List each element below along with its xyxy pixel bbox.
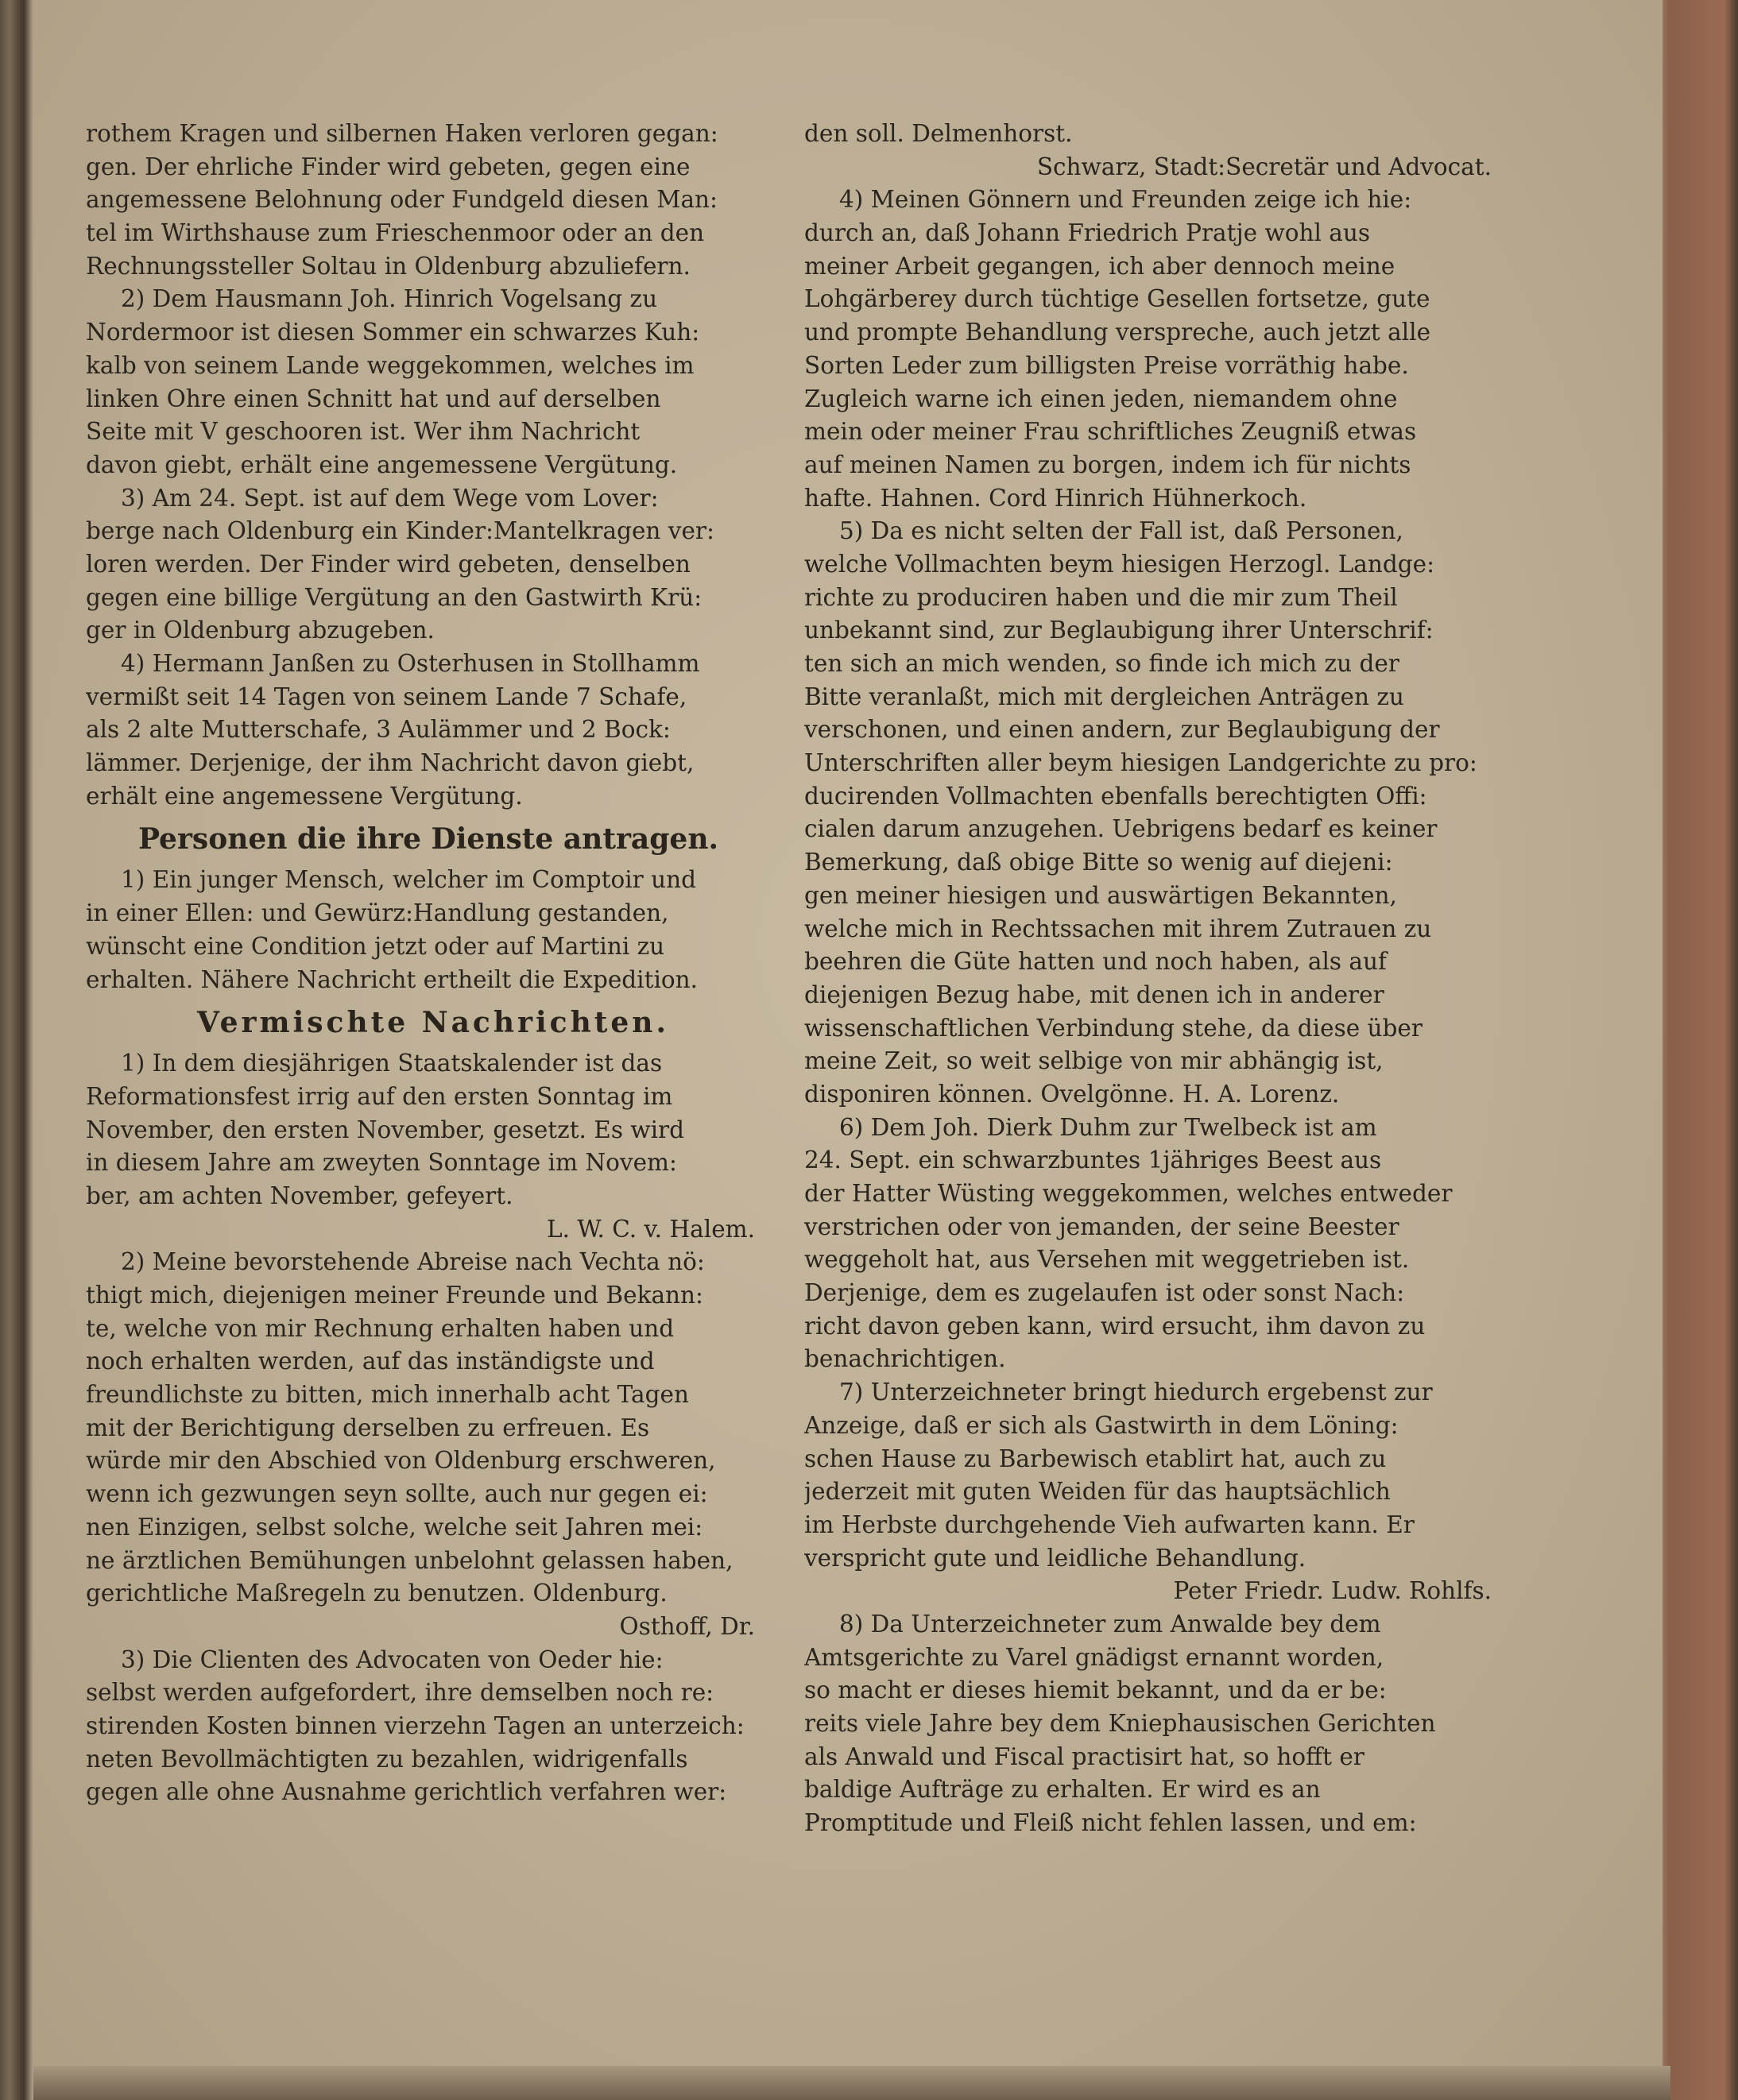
text-line: tel im Wirthshause zum Frieschenmoor oder an den [86,219,705,247]
text-line: 3) Die Clienten des Advocaten von Oeder hie: [121,1646,664,1673]
text-line: richt davon geben kann, wird ersucht, ihm davon zu [804,1312,1426,1340]
text-line: gen meiner hiesigen und auswärtigen Bekannten, [804,881,1397,909]
text-line: wenn ich gezwungen seyn sollte, auch nur gegen ei: [86,1480,708,1508]
text-line: richte zu produciren haben und die mir zum Theil [804,583,1398,611]
text-line: in diesem Jahre am zweyten Sonntage im Novem: [86,1149,677,1177]
text-line: als 2 alte Mutterschafe, 3 Aulämmer und 2 Bock: [86,716,671,744]
left-block-3 [86,1047,771,1212]
right-block-2 [804,184,1508,1575]
signature-halem: L. W. C. v. Halem. [546,1215,755,1243]
text-line: Nordermoor ist diesen Sommer ein schwarzes Kuh: [86,319,700,346]
text-line: ten sich an mich wenden, so finde ich mich zu der [804,650,1399,677]
right-block-1 [804,118,1508,151]
left-column [86,118,771,1809]
signature-rohlfs: Peter Friedr. Ludw. Rohlfs. [1173,1577,1492,1605]
text-line: würde mir den Abschied von Oldenburg erschweren, [86,1447,716,1475]
text-line: gegen eine billige Vergütung an den Gastwirth Krü: [86,583,703,611]
text-line: disponiren können. Ovelgönne. H. A. Lorenz. [804,1080,1340,1108]
text-line: ducirenden Vollmachten ebenfalls berechtigten Offi: [804,782,1427,810]
text-line: 4) Hermann Janßen zu Osterhusen in Stollhamm [121,650,700,677]
text-line: 2) Meine bevorstehende Abreise nach Vechta nö: [121,1248,705,1276]
text-line: unbekannt sind, zur Beglaubigung ihrer Unterschrif: [804,617,1434,644]
text-line: ger in Oldenburg abzugeben. [86,617,435,644]
text-line: meiner Arbeit gegangen, ich aber dennoch meine [804,252,1395,280]
text-line: cialen darum anzugehen. Uebrigens bedarf es keiner [804,815,1438,843]
text-line: Bemerkung, daß obige Bitte so wenig auf diejeni: [804,849,1393,876]
text-line: auf meinen Namen zu borgen, indem ich für nichts [804,451,1411,478]
text-line: November, den ersten November, gesetzt. Es wird [86,1116,685,1143]
text-line: selbst werden aufgefordert, ihre demselben noch re: [86,1679,714,1707]
text-line: stirenden Kosten binnen vierzehn Tagen an unterzeich: [86,1711,745,1739]
text-line: rothem Kragen und silbernen Haken verloren gegan: [86,120,718,147]
text-line: lämmer. Derjenige, der ihm Nachricht davon giebt, [86,749,695,777]
text-line: jederzeit mit guten Weiden für das hauptsächlich [804,1478,1391,1506]
text-line: den soll. Delmenhorst. [804,120,1073,147]
left-block-5 [86,1644,771,1809]
text-line: reits viele Jahre bey dem Kniephausischen Gerichten [804,1710,1436,1737]
text-line: linken Ohre einen Schnitt hat und auf derselben [86,385,661,412]
text-line: verschonen, und einen andern, zur Beglaubigung der [804,716,1440,744]
text-line: 7) Unterzeichneter bringt hiedurch ergebenst zur [839,1379,1433,1406]
text-line: angemessene Belohnung oder Fundgeld diesen Man: [86,186,718,214]
text-line: loren werden. Der Finder wird gebeten, denselben [86,550,691,578]
text-line: verstrichen oder von jemanden, der seine Beester [804,1212,1399,1240]
right-column [804,118,1508,1840]
right-block-3 [804,1608,1508,1840]
text-line: wissenschaftlichen Verbindung stehe, da diese über [804,1014,1423,1042]
text-line: freundlichste zu bitten, mich innerhalb acht Tagen [86,1381,689,1409]
heading-dienste: Personen die ihre Dienste antragen. [137,822,719,857]
text-line: 8) Da Unterzeichneter zum Anwalde bey dem [839,1610,1381,1638]
text-line: gen. Der ehrliche Finder wird gebeten, gegen eine [86,153,691,180]
text-line: Sorten Leder zum billigsten Preise vorräthig habe. [804,351,1409,379]
text-line: thigt mich, diejenigen meiner Freunde und Bekann: [86,1282,703,1309]
signature-osthoff: Osthoff, Dr. [619,1612,755,1640]
text-line: nen Einzigen, selbst solche, welche seit Jahren mei: [86,1513,703,1541]
text-line: der Hatter Wüsting weggekommen, welches entweder [804,1180,1453,1207]
text-line: gegen alle ohne Ausnahme gerichtlich verfahren wer: [86,1778,727,1806]
text-line: 6) Dem Joh. Dierk Duhm zur Twelbeck ist am [839,1113,1377,1141]
text-line: baldige Aufträge zu erhalten. Er wird es an [804,1776,1321,1804]
text-line: gerichtliche Maßregeln zu benutzen. Oldenburg. [86,1580,668,1607]
text-line: meine Zeit, so weit selbige von mir abhängig ist, [804,1047,1384,1075]
text-line: so macht er dieses hiemit bekannt, und da er be: [804,1677,1387,1704]
text-line: davon giebt, erhält eine angemessene Vergütung. [86,451,678,478]
text-line: ne ärztlichen Bemühungen unbelohnt gelassen haben, [86,1546,734,1574]
text-line: mein oder meiner Frau schriftliches Zeugniß etwas [804,418,1417,446]
text-line: 1) In dem diesjährigen Staatskalender ist das [121,1050,663,1077]
text-line: Derjenige, dem es zugelaufen ist oder sonst Nach: [804,1279,1405,1307]
text-line: mit der Berichtigung derselben zu erfreuen. Es [86,1414,650,1441]
text-line: Seite mit V geschooren ist. Wer ihm Nachricht [86,418,641,446]
text-line: welche Vollmachten beym hiesigen Herzogl. Landge: [804,550,1435,578]
text-line: Rechnungssteller Soltau in Oldenburg abzuliefern. [86,252,691,280]
text-line: 3) Am 24. Sept. ist auf dem Wege vom Lover: [121,484,659,512]
text-line: ber, am achten November, gefeyert. [86,1181,513,1209]
left-block-1 [86,118,771,813]
text-line: Zugleich warne ich einen jeden, niemandem ohne [804,385,1398,412]
text-line: Lohgärberey durch tüchtige Gesellen fortsetze, gute [804,285,1430,313]
text-line: 1) Ein junger Mensch, welcher im Comptoir und [121,866,697,894]
text-line: diejenigen Bezug habe, mit denen ich in anderer [804,980,1384,1008]
text-line: erhält eine angemessene Vergütung. [86,782,523,810]
text-line: erhalten. Nähere Nachricht ertheilt die Expedition. [86,965,699,993]
text-line: beehren die Güte hatten und noch haben, als auf [804,948,1387,976]
text-line: 24. Sept. ein schwarzbuntes 1jähriges Beest aus [804,1147,1382,1174]
text-line: 4) Meinen Gönnern und Freunden zeige ich hie: [839,186,1412,214]
text-line: Promptitude und Fleiß nicht fehlen lassen, und em: [804,1809,1417,1837]
text-line: schen Hause zu Barbewisch etablirt hat, auch zu [804,1444,1387,1472]
text-line: noch erhalten werden, auf das inständigste und [86,1348,655,1375]
left-block-2 [86,864,771,996]
text-line: berge nach Oldenburg ein Kinder:Mantelkragen ver: [86,517,714,545]
text-line: Unterschriften aller beym hiesigen Landgerichte zu pro: [804,749,1477,777]
text-line: Bitte veranlaßt, mich mit dergleichen Anträgen zu [804,683,1404,710]
heading-vermischte: Vermischte Nachrichten. [197,1006,669,1040]
text-line: Amtsgerichte zu Varel gnädigst ernannt worden, [804,1643,1384,1671]
text-line: verspricht gute und leidliche Behandlung. [804,1544,1306,1572]
text-line: vermißt seit 14 Tagen von seinem Lande 7 Schafe, [86,683,687,710]
text-line: kalb von seinem Lande weggekommen, welches im [86,351,695,379]
left-block-4 [86,1246,771,1611]
text-line: te, welche von mir Rechnung erhalten haben und [86,1314,675,1342]
text-line: 2) Dem Hausmann Joh. Hinrich Vogelsang zu [121,285,658,313]
text-line: neten Bevollmächtigten zu bezahlen, widrigenfalls [86,1745,688,1773]
text-line: wünscht eine Condition jetzt oder auf Martini zu [86,932,665,960]
text-line: welche mich in Rechtssachen mit ihrem Zutrauen zu [804,915,1432,942]
text-line: in einer Ellen: und Gewürz:Handlung gestanden, [86,899,669,927]
text-line: 5) Da es nicht selten der Fall ist, daß Personen, [839,517,1403,545]
text-line: hafte. Hahnen. Cord Hinrich Hühnerkoch. [804,484,1307,512]
signature-schwarz: Schwarz, Stadt:Secretär und Advocat. [1036,153,1492,180]
text-line: benachrichtigen. [804,1345,1006,1373]
text-line: und prompte Behandlung verspreche, auch jetzt alle [804,319,1431,346]
text-line: Anzeige, daß er sich als Gastwirth in dem Löning: [804,1411,1399,1439]
text-line: durch an, daß Johann Friedrich Pratje wohl aus [804,219,1371,247]
text-line: im Herbste durchgehende Vieh aufwarten kann. Er [804,1510,1415,1538]
text-line: weggeholt hat, aus Versehen mit weggetrieben ist. [804,1246,1410,1274]
text-line: als Anwald und Fiscal practisirt hat, so hofft er [804,1742,1364,1770]
page-bottom-edge [33,2066,1670,2100]
text-line: Reformationsfest irrig auf den ersten Sonntag im [86,1082,673,1110]
